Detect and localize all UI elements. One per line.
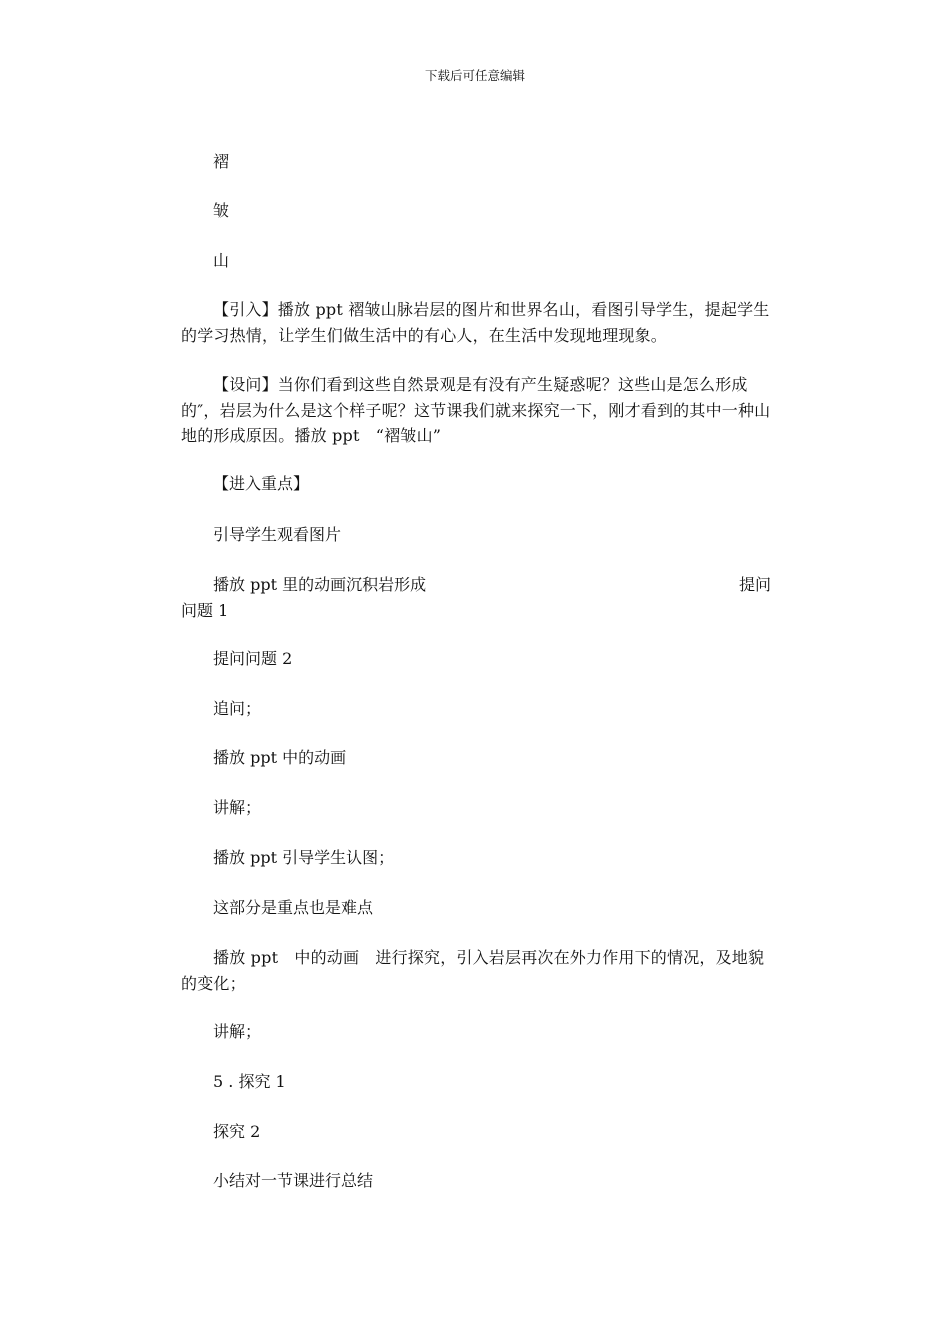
question-paragraph: 【设问】当你们看到这些自然景观是有没有产生疑惑呢？这些山是怎么形成的″，岩层为什么是这个样子呢？这节课我们就来探究一下，刚才看到的其中一种山地的形成原因。播放 ppt “褶皱山” — [181, 375, 771, 445]
difficulty-line: 这部分是重点也是难点 — [213, 898, 374, 917]
intro-paragraph: 【引入】播放 ppt 褶皱山脉岩层的图片和世界名山，看图引导学生，提起学生的学习热情，让学生们做生活中的有心人，在生活中发现地理现象。 — [181, 300, 770, 345]
animation-left-text: 播放 ppt 里的动画沉积岩形成 — [213, 575, 427, 594]
title-char-2: 皱 — [213, 201, 230, 220]
explain1-line: 讲解； — [213, 798, 262, 817]
page-header: 下载后可任意编辑 — [424, 68, 525, 83]
explore2-line: 探究 2 — [213, 1122, 261, 1141]
play-animation-line: 播放 ppt 中的动画 — [213, 748, 347, 767]
animation-cont-text: 问题 1 — [181, 600, 229, 620]
question2-line: 提问问题 2 — [213, 649, 293, 668]
follow-up-line: 追问； — [213, 699, 262, 718]
explore1-line: 5 . 探究 1 — [213, 1072, 286, 1091]
animation-paragraph — [181, 572, 771, 623]
explore-intro-paragraph: 播放 ppt 中的动画 进行探究，引入岩层再次在外力作用下的情况，及地貌的变化； — [181, 948, 765, 993]
guide-map-line: 播放 ppt 引导学生认图； — [213, 848, 395, 867]
guide-pictures-line: 引导学生观看图片 — [213, 525, 342, 544]
title-char-3: 山 — [213, 251, 230, 270]
key-point-heading: 【进入重点】 — [213, 474, 310, 493]
explain2-line: 讲解； — [213, 1022, 262, 1041]
animation-right-text: 提问 — [738, 575, 771, 594]
title-char-1: 褶 — [213, 152, 230, 171]
summary-line: 小结对一节课进行总结 — [213, 1171, 374, 1190]
